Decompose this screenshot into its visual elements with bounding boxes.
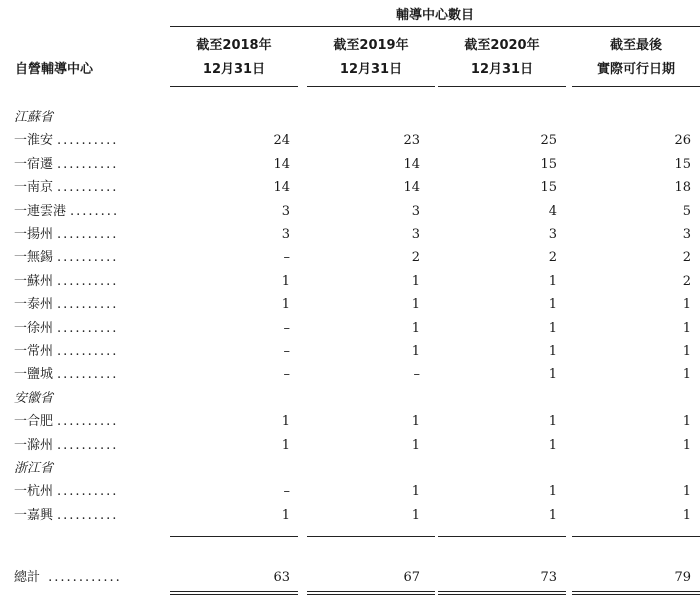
table-cell: 1 — [548, 297, 557, 313]
table-row — [0, 434, 700, 458]
column-group-rule — [170, 26, 700, 27]
dot-leader: .......... — [57, 250, 119, 266]
table-cell: 1 — [281, 507, 290, 523]
column-header-underline — [307, 86, 435, 87]
table-cell: 3 — [281, 227, 290, 242]
column-header-line1: 截至2019年 — [333, 38, 409, 53]
province-row — [0, 387, 700, 411]
column-header-2020 — [438, 34, 566, 82]
table-cell: 24 — [273, 133, 290, 149]
dot-leader: ........ — [70, 203, 120, 219]
table-cell: 14 — [403, 180, 420, 196]
table-cell: 1 — [682, 367, 691, 383]
table-cell: – — [283, 484, 290, 500]
table-cell: 15 — [674, 156, 691, 172]
table-row — [0, 270, 700, 294]
table-cell: 1 — [281, 414, 290, 430]
dot-leader: .......... — [57, 227, 119, 242]
total-cell: 73 — [540, 570, 557, 585]
dot-leader: .......... — [57, 344, 119, 359]
table-cell: 4 — [548, 203, 557, 219]
province-row — [0, 457, 700, 481]
table-cell: 2 — [682, 250, 691, 266]
table-cell: 1 — [548, 344, 557, 359]
city-label: 一宿遷 — [14, 156, 54, 172]
dot-leader: .......... — [57, 180, 119, 196]
table-row — [0, 410, 700, 434]
table-cell: 18 — [674, 180, 691, 196]
table-cell: 3 — [281, 203, 290, 219]
city-label: 一常州 — [14, 344, 54, 359]
table-cell: 2 — [682, 273, 691, 289]
table-cell: 1 — [548, 414, 557, 430]
dot-leader: .......... — [57, 297, 119, 313]
city-label: 一連雲港 — [14, 203, 67, 219]
table-row — [0, 504, 700, 528]
table-cell: – — [413, 367, 420, 383]
column-header-line2: 12月31日 — [202, 62, 266, 77]
dot-leader: .......... — [57, 133, 119, 149]
dot-leader: .......... — [57, 414, 119, 430]
city-label: 一合肥 — [14, 414, 54, 430]
table-cell: 1 — [548, 484, 557, 500]
dot-leader: .......... — [57, 484, 119, 500]
table-cell: 1 — [682, 414, 691, 430]
total-rule-top — [307, 591, 435, 592]
table-cell: 1 — [411, 437, 420, 453]
table-cell: 1 — [411, 484, 420, 500]
city-label: 一泰州 — [14, 297, 54, 313]
column-header-line1: 截至2020年 — [464, 38, 540, 53]
table-row — [0, 293, 700, 317]
column-header-2019 — [307, 34, 435, 82]
table-cell: 15 — [540, 156, 557, 172]
table-row — [0, 153, 700, 177]
city-label: 一蘇州 — [14, 273, 54, 289]
table-cell: – — [283, 367, 290, 383]
table-row — [0, 223, 700, 247]
table-cell: 25 — [540, 133, 557, 149]
table-cell: 2 — [411, 250, 420, 266]
city-label: 一滁州 — [14, 437, 54, 453]
table-cell: 1 — [411, 273, 420, 289]
city-label: 一無錫 — [14, 250, 54, 266]
table-cell: 3 — [682, 227, 691, 242]
table-cell: 1 — [682, 437, 691, 453]
column-header-underline — [572, 86, 700, 87]
column-header-line2: 12月31日 — [470, 62, 534, 77]
column-header-line2: 12月31日 — [339, 62, 403, 77]
column-header-2018 — [170, 34, 298, 82]
total-rule-bottom — [572, 594, 700, 595]
table-row — [0, 480, 700, 504]
table-row — [0, 363, 700, 387]
table-cell: 3 — [548, 227, 557, 242]
dot-leader: .......... — [57, 156, 119, 172]
table-row — [0, 340, 700, 364]
table-cell: 5 — [682, 203, 691, 219]
dot-leader: .......... — [57, 273, 119, 289]
table-cell: 3 — [411, 227, 420, 242]
total-rule-bottom — [307, 594, 435, 595]
table-cell: 14 — [273, 180, 290, 196]
table-cell: – — [283, 320, 290, 336]
column-header-line1: 截至最後 — [609, 38, 662, 53]
table-cell: 1 — [682, 484, 691, 500]
dot-leader: ............ — [48, 570, 122, 585]
city-label: 一徐州 — [14, 320, 54, 336]
total-row — [0, 566, 700, 590]
dot-leader: .......... — [57, 367, 119, 383]
table-row — [0, 129, 700, 153]
total-label: 總計 — [14, 570, 41, 585]
table-cell: 1 — [411, 344, 420, 359]
city-label: 一嘉興 — [14, 507, 54, 523]
province-label: 江蘇省 — [14, 110, 54, 125]
total-cell: 67 — [403, 570, 420, 585]
column-header-line1: 截至2018年 — [196, 38, 272, 53]
total-cell: 79 — [674, 570, 691, 585]
column-header-latest — [572, 34, 700, 82]
total-rule-top — [170, 591, 298, 592]
row-header: 自營輔導中心 — [15, 62, 94, 77]
table-cell: 3 — [411, 203, 420, 219]
city-label: 一南京 — [14, 180, 54, 196]
column-group-header: 輔導中心數目 — [395, 8, 474, 23]
table-cell: 1 — [548, 320, 557, 336]
province-row — [0, 106, 700, 130]
total-rule-top — [572, 591, 700, 592]
table-cell: 1 — [411, 414, 420, 430]
table-cell: 1 — [411, 297, 420, 313]
city-label: 一淮安 — [14, 133, 54, 149]
total-rule-top — [438, 591, 566, 592]
total-rule-bottom — [438, 594, 566, 595]
table-cell: 1 — [548, 507, 557, 523]
table-cell: 1 — [281, 437, 290, 453]
table-cell: 2 — [548, 250, 557, 266]
subtotal-rule — [307, 536, 435, 537]
table-cell: – — [283, 250, 290, 266]
table-cell: 1 — [682, 297, 691, 313]
column-header-underline — [170, 86, 298, 87]
table-cell: 1 — [281, 273, 290, 289]
table-row — [0, 200, 700, 224]
column-header-line2: 實際可行日期 — [596, 62, 675, 77]
table-cell: 1 — [682, 320, 691, 336]
table-cell: – — [283, 344, 290, 359]
table-cell: 1 — [548, 367, 557, 383]
table-cell: 1 — [411, 507, 420, 523]
subtotal-rule — [572, 536, 700, 537]
table-cell: 14 — [273, 156, 290, 172]
table-row — [0, 246, 700, 270]
city-label: 一揚州 — [14, 227, 54, 242]
total-cell: 63 — [273, 570, 290, 585]
table-cell: 1 — [411, 320, 420, 336]
subtotal-rule — [170, 536, 298, 537]
province-label: 浙江省 — [14, 461, 54, 476]
city-label: 一杭州 — [14, 484, 54, 500]
province-label: 安徽省 — [14, 390, 54, 406]
total-rule-bottom — [170, 594, 298, 595]
table-cell: 1 — [682, 507, 691, 523]
table-cell: 15 — [540, 180, 557, 196]
dot-leader: .......... — [57, 507, 119, 523]
table-cell: 1 — [548, 437, 557, 453]
table-row — [0, 176, 700, 200]
dot-leader: .......... — [57, 437, 119, 453]
column-header-underline — [438, 86, 566, 87]
dot-leader: .......... — [57, 320, 119, 336]
table-cell: 1 — [281, 297, 290, 313]
table-cell: 1 — [682, 344, 691, 359]
city-label: 一鹽城 — [14, 367, 54, 383]
table-cell: 14 — [403, 156, 420, 172]
subtotal-rule — [438, 536, 566, 537]
table-row — [0, 317, 700, 341]
table-cell: 23 — [403, 133, 420, 149]
table-cell: 1 — [548, 273, 557, 289]
table-cell: 26 — [674, 133, 691, 149]
